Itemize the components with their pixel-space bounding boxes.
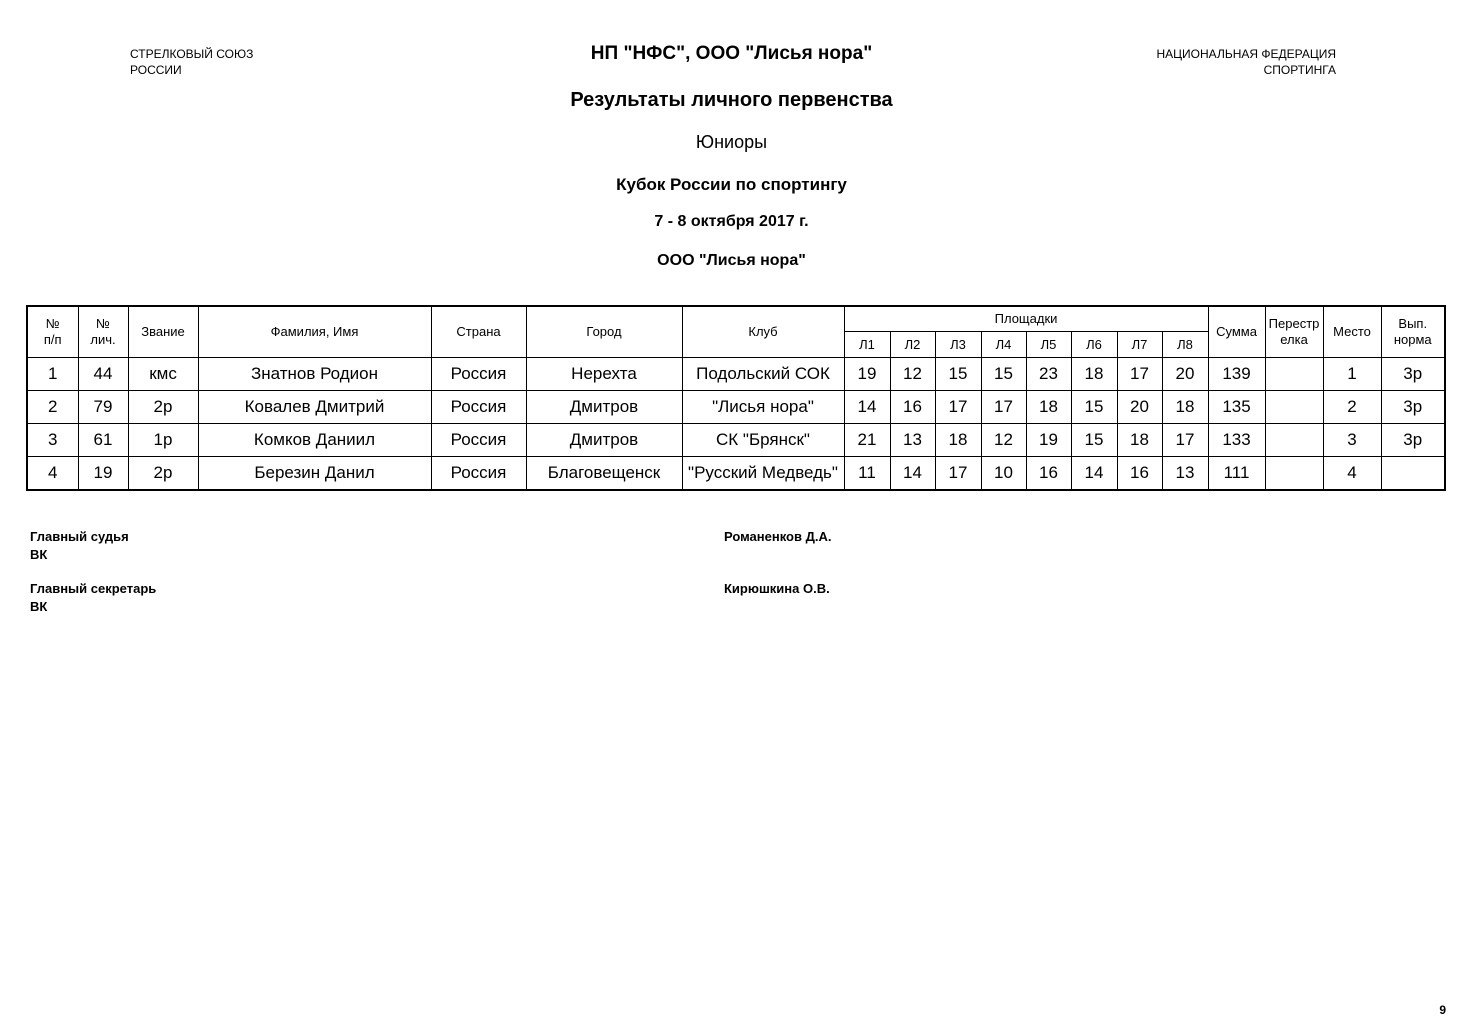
- cell-city: Нерехта: [526, 358, 682, 391]
- col-header-country: Страна: [431, 306, 526, 358]
- chief-secretary-block: [30, 580, 156, 616]
- cell-score-6: 15: [1071, 424, 1117, 457]
- cell-name: Знатнов Родион: [198, 358, 431, 391]
- col-header-station-6: Л6: [1071, 332, 1117, 358]
- col-header-norm-line1: Вып.: [1398, 316, 1428, 331]
- venue: ООО "Лисья нора": [657, 252, 806, 269]
- cell-place: 3: [1323, 424, 1381, 457]
- cell-sum: 139: [1208, 358, 1265, 391]
- event-date: 7 - 8 октября 2017 г.: [654, 213, 809, 230]
- cell-place: 4: [1323, 457, 1381, 491]
- cell-number: 4: [27, 457, 78, 491]
- col-header-place: Место: [1323, 306, 1381, 358]
- cell-country: Россия: [431, 457, 526, 491]
- chief-secretary-name: Кирюшкина О.В.: [724, 581, 830, 596]
- cell-place: 2: [1323, 391, 1381, 424]
- col-header-license: [78, 306, 128, 358]
- cell-score-3: 18: [935, 424, 981, 457]
- cell-score-2: 16: [890, 391, 935, 424]
- cell-score-2: 13: [890, 424, 935, 457]
- cell-score-5: 16: [1026, 457, 1071, 491]
- cell-city: Дмитров: [526, 424, 682, 457]
- col-header-sum: Сумма: [1208, 306, 1265, 358]
- cell-license: 19: [78, 457, 128, 491]
- cell-score-8: 20: [1162, 358, 1208, 391]
- table-row: [27, 391, 1445, 424]
- cell-rank: 2р: [128, 457, 198, 491]
- cell-sum: 133: [1208, 424, 1265, 457]
- cell-score-8: 18: [1162, 391, 1208, 424]
- cell-sum: 111: [1208, 457, 1265, 491]
- col-header-license-line1: №: [96, 316, 110, 331]
- cell-score-3: 17: [935, 391, 981, 424]
- cell-sum: 135: [1208, 391, 1265, 424]
- cell-rank: 2р: [128, 391, 198, 424]
- cell-number: 3: [27, 424, 78, 457]
- cell-country: Россия: [431, 358, 526, 391]
- cell-city: Благовещенск: [526, 457, 682, 491]
- col-header-city: Город: [526, 306, 682, 358]
- table-row: [27, 358, 1445, 391]
- cell-score-1: 11: [844, 457, 890, 491]
- page-number: 9: [1439, 1003, 1446, 1017]
- results-title: Результаты личного первенства: [570, 89, 893, 111]
- col-header-station-2: Л2: [890, 332, 935, 358]
- cell-license: 79: [78, 391, 128, 424]
- col-header-norm-line2: норма: [1393, 332, 1432, 347]
- col-header-shootoff-line2: елка: [1280, 332, 1308, 347]
- category-label: Юниоры: [695, 132, 768, 152]
- cell-club: Подольский СОК: [682, 358, 844, 391]
- main-title: НП "НФС", ООО "Лисья нора": [590, 43, 873, 64]
- cell-score-8: 17: [1162, 424, 1208, 457]
- cell-score-6: 18: [1071, 358, 1117, 391]
- cell-city: Дмитров: [526, 391, 682, 424]
- cell-license: 44: [78, 358, 128, 391]
- cell-score-5: 19: [1026, 424, 1071, 457]
- cell-score-5: 23: [1026, 358, 1071, 391]
- cell-score-1: 14: [844, 391, 890, 424]
- cell-score-4: 17: [981, 391, 1026, 424]
- cell-club: "Лисья нора": [682, 391, 844, 424]
- col-header-station-7: Л7: [1117, 332, 1162, 358]
- cell-score-7: 20: [1117, 391, 1162, 424]
- cell-score-6: 14: [1071, 457, 1117, 491]
- cell-number: 1: [27, 358, 78, 391]
- cell-place: 1: [1323, 358, 1381, 391]
- col-header-stations-group: Площадки: [844, 306, 1208, 332]
- cell-score-7: 17: [1117, 358, 1162, 391]
- cell-norm: 3р: [1381, 424, 1445, 457]
- col-header-club: Клуб: [682, 306, 844, 358]
- col-header-norm: [1381, 306, 1445, 358]
- table-row: [27, 457, 1445, 491]
- cell-norm: 3р: [1381, 358, 1445, 391]
- cell-score-1: 19: [844, 358, 890, 391]
- cell-score-1: 21: [844, 424, 890, 457]
- cell-score-4: 12: [981, 424, 1026, 457]
- chief-judge-block: [30, 528, 129, 564]
- cell-name: Березин Данил: [198, 457, 431, 491]
- chief-judge-category: ВК: [30, 547, 48, 562]
- cell-score-7: 18: [1117, 424, 1162, 457]
- chief-judge-name: Романенков Д.А.: [724, 529, 832, 544]
- cell-country: Россия: [431, 391, 526, 424]
- cell-club: "Русский Медведь": [682, 457, 844, 491]
- left-org-line-1: СТРЕЛКОВЫЙ СОЮЗ: [130, 47, 254, 61]
- cell-score-4: 10: [981, 457, 1026, 491]
- cell-score-5: 18: [1026, 391, 1071, 424]
- cell-score-8: 13: [1162, 457, 1208, 491]
- col-header-station-8: Л8: [1162, 332, 1208, 358]
- cell-country: Россия: [431, 424, 526, 457]
- cell-score-7: 16: [1117, 457, 1162, 491]
- cell-shootoff: [1265, 457, 1323, 491]
- col-header-rank: Звание: [128, 306, 198, 358]
- cell-score-4: 15: [981, 358, 1026, 391]
- cell-club: СК "Брянск": [682, 424, 844, 457]
- right-org-line-2: СПОРТИНГА: [1263, 63, 1336, 77]
- right-org-line-1: НАЦИОНАЛЬНАЯ ФЕДЕРАЦИЯ: [1156, 47, 1336, 61]
- col-header-number-line1: №: [45, 316, 60, 331]
- chief-secretary-category: ВК: [30, 599, 48, 614]
- cell-rank: 1р: [128, 424, 198, 457]
- col-header-number: [27, 306, 78, 358]
- cell-number: 2: [27, 391, 78, 424]
- col-header-station-5: Л5: [1026, 332, 1071, 358]
- col-header-number-line2: п/п: [43, 332, 62, 347]
- cell-score-3: 17: [935, 457, 981, 491]
- cell-score-2: 12: [890, 358, 935, 391]
- chief-secretary-role: Главный секретарь: [30, 581, 157, 596]
- cell-norm: [1381, 457, 1445, 491]
- col-header-station-3: Л3: [935, 332, 981, 358]
- event-name: Кубок России по спортингу: [616, 175, 847, 194]
- col-header-shootoff-line1: Перестр: [1268, 316, 1320, 331]
- results-table: [26, 305, 1446, 491]
- cell-shootoff: [1265, 358, 1323, 391]
- cell-name: Ковалев Дмитрий: [198, 391, 431, 424]
- col-header-station-4: Л4: [981, 332, 1026, 358]
- table-row: [27, 424, 1445, 457]
- cell-score-3: 15: [935, 358, 981, 391]
- cell-name: Комков Даниил: [198, 424, 431, 457]
- cell-norm: 3р: [1381, 391, 1445, 424]
- chief-judge-role: Главный судья: [30, 529, 129, 544]
- col-header-station-1: Л1: [844, 332, 890, 358]
- cell-score-2: 14: [890, 457, 935, 491]
- col-header-shootoff: [1265, 306, 1323, 358]
- cell-license: 61: [78, 424, 128, 457]
- cell-rank: кмс: [128, 358, 198, 391]
- cell-shootoff: [1265, 391, 1323, 424]
- left-org-line-2: РОССИИ: [130, 63, 182, 77]
- col-header-name: Фамилия, Имя: [198, 306, 431, 358]
- col-header-license-line2: лич.: [90, 332, 116, 347]
- cell-shootoff: [1265, 424, 1323, 457]
- cell-score-6: 15: [1071, 391, 1117, 424]
